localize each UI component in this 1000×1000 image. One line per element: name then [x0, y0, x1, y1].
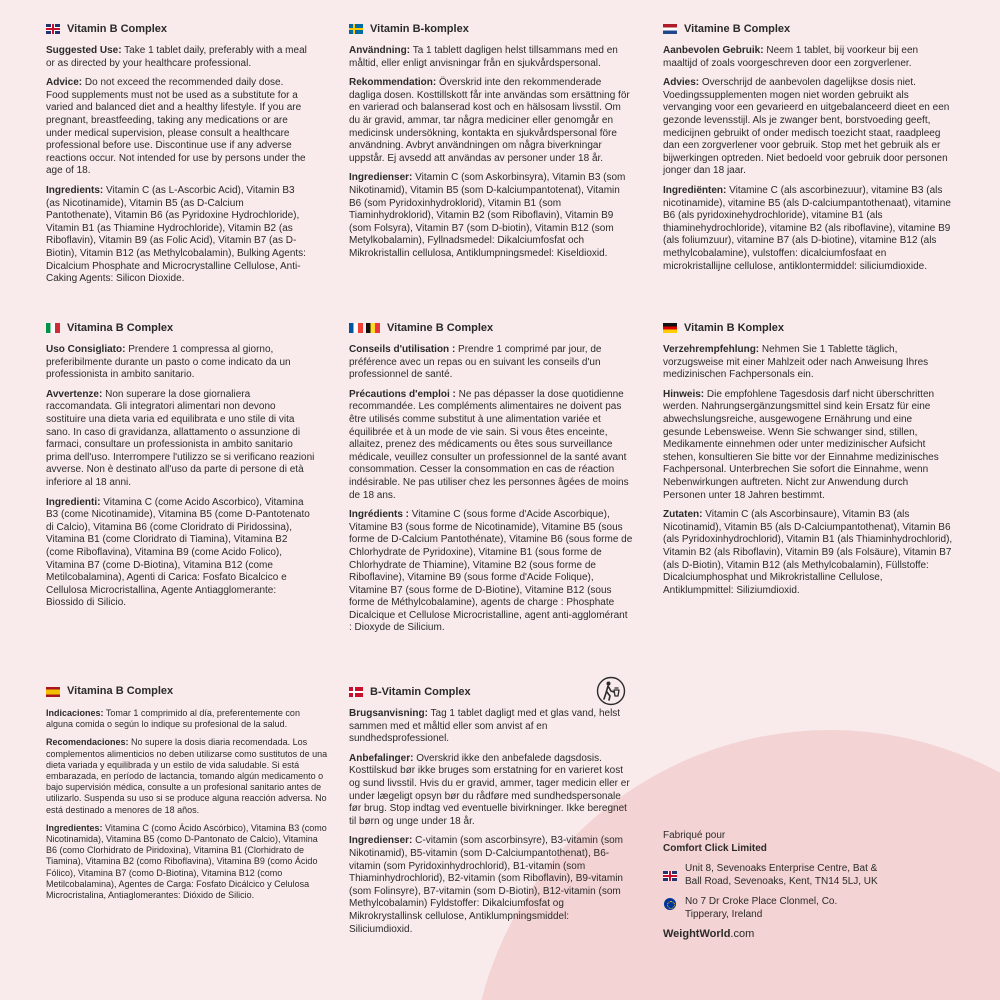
uk-flag-icon	[46, 24, 60, 34]
section-title: B-Vitamin Complex	[370, 685, 471, 698]
advice: Rekommendation: Överskrid inte den rekommenderade dagliga dosen. Kosttillskott får inte användas som ersättning för en varierad och balanserad kost och en hälsosam livsstil. Om du är gravid, ammar, tar några mediciner eller genomgår en medicinsk undersökning, kontakta en sjukvårdspersonal före användning. Avbryt användningen om några biverkningar uppstår. Ej avsedd att användas av personer under 18 år.	[349, 77, 630, 164]
suggested-use: Verzehrempfehlung: Nehmen Sie 1 Tablette täglich, vorzugsweise mit einer Mahlzeit oder nach Anweisung Ihres medizinischen Fachpersonals ein.	[663, 344, 929, 381]
ingredients: Ingrediënten: Vitamine C (als ascorbinezuur), vitamine B3 (als nicotinamide), vitamine B5 (als D-calciumpantothenaat), vitamine B6 (als pyridoxinehydrochloride), vitamine B1 (als thiaminehydrochloride), vitamine B2 (als riboflavine), vitamine B9 (als foliumzuur), vitamine B7 (als D-biotine), vitamine B12 (als methylcobalamine), vulstoffen: dicalciumfosfaat en microkristallijne cellulose, antiklontermiddel: siliciumdioxide.	[663, 184, 951, 272]
belgium-flag-icon	[366, 323, 380, 333]
section-title: Vitamine B Complex	[684, 22, 791, 35]
france-flag-icon	[349, 323, 363, 333]
denmark-flag-icon	[349, 687, 363, 697]
section-header	[46, 321, 316, 335]
ingredients: Zutaten: Vitamin C (als Ascorbinsaure), Vitamin B3 (als Nicotinamid), Vitamin B5 (als D-Calciumpantothenat), Vitamin B6 (als Pyridoxinhydrochlorid), Vitamin B1 (als Thiaminhydrochlorid), Vitamin B2 (als Riboflavin), Vitamin B9 (als Folsäure), Vitamin B7 (als D-Biotin), Vitamin B12 (als Methylcobalamin), Füllstoffe: Dicalciumphosphat und Mikrokristalline Cellulose, Antiklumpmittel: Siliziumdioxid.	[663, 509, 953, 596]
section-header	[349, 321, 633, 335]
section-header	[663, 22, 953, 36]
ingredients: Ingredients: Vitamin C (as L-Ascorbic Acid), Vitamin B3 (as Nicotinamide), Vitamin B5 (as D-Calcium Pantothenate), Vitamin B6 (as Pyridoxine Hydrochloride), Vitamin B1 (as Thiamine Hydrochloride), Vitamin B2 (as Riboflavin), Vitamin B9 (as Folic Acid), Vitamin B7 (as D-Biotin), Vitamin B12 (as Methylcobalamin), Bulking Agents: Dicalcium Phosphate and Microcrystalline Cellulose, Anti-Caking Agents: Silicon Dioxide.	[46, 184, 306, 285]
section-de	[663, 321, 953, 604]
section-header	[349, 22, 631, 36]
suggested-use: Brugsanvisning: Tag 1 tablet dagligt med et glas vand, helst sammen med et måltid eller som anvist af en sundhedsprofessionel.	[349, 708, 621, 745]
section-nl	[663, 22, 953, 280]
section-title: Vitamin B Komplex	[684, 321, 785, 334]
company-name: Comfort Click Limited	[663, 842, 767, 854]
netherlands-flag-icon	[663, 24, 677, 34]
manufacturer-intro: Fabriqué pour	[663, 830, 726, 841]
section-header	[349, 685, 631, 699]
section-fr	[349, 321, 633, 642]
section-title: Vitamina B Complex	[67, 321, 174, 334]
advice: Advies: Overschrijd de aanbevolen dagelijkse dosis niet. Voedingssupplementen mogen niet worden gebruikt als vervanging voor een gevarieerd en uitgebalanceerd dieet en een gezonde levensstijl. Als je zwanger bent, borstvoeding geeft, medicijnen gebruikt of onder medisch toezicht staat, raadpleeg dan een zorgverlener voor gebruik. Stop met het gebruik als er bijwerkingen optreden. Niet bedoeld voor gebruik door personen jonger dan 18 jaar.	[663, 77, 950, 177]
ingredients: Ingredientes: Vitamina C (como Ácido Ascórbico), Vitamina B3 (como Nicotinamida), Vitamina B5 (como D-Pantonato de Calcio), Vitamina B6 (como Clorhidrato de Piridoxina), Vitamina B1 (Clorhidrato de Tiamina), Vitamina B2 (como Riboflavina), Vitamina B9 (como Ácido Fólico), Vitamina B7 (como D-Biotina), Vitamina B12 (como Metilcobalamina), Agentes de Carga: Fosfato Dicálcico y Celulosa Microcristalina, Antiaglomerantes: Dióxido de Silicio.	[46, 822, 327, 901]
ingredients: Ingredienser: Vitamin C (som Askorbinsyra), Vitamin B3 (som Nikotinamid), Vitamin B5 (som D-kalciumpantotenat), Vitamin B6 (som Pyridoxinhydroklorid), Vitamin B1 (som Tiaminhydroklorid), Vitamin B2 (som Riboflavin), Vitamin B9 (som Folsyra), Vitamin B7 (som D-biotin), Vitamin B12 (som Metylkobalamin), Fyllnadsmedel: Dikalciumfosfat och Mikrokristallin cellulosa, Antiklumpningsmedel: Kiseldioxid.	[349, 172, 626, 259]
brand-link[interactable]: WeightWorld.com	[663, 928, 755, 940]
germany-flag-icon	[663, 323, 677, 333]
section-es	[46, 685, 328, 908]
uk-address-row	[663, 863, 885, 888]
ingredients: Ingredienti: Vitamina C (come Acido Ascorbico), Vitamina B3 (come Nicotinamide), Vitamina B5 (come D-Pantotenato di Calcio), Vitamina B6 (come Cloridrato di Piridossina), Vitamina B1 (come Cloridrato di Tiamina), Vitamina B2 (come Riboflavina), Vitamina B9 (come Acido Folico), Vitamina B7 (come D-Biotina), Vitamina B12 (come Metilcobalamina), Agenti di Carica: Fosfato Bicalcico e Cellulosa Microcristallina, Agente Antiagglomerante: Biossido di Silicio.	[46, 496, 310, 609]
section-en	[46, 22, 308, 293]
section-dk	[349, 685, 631, 943]
section-title: Vitamin B-komplex	[370, 22, 469, 35]
manufacturer-block	[663, 830, 885, 941]
suggested-use: Indicaciones: Tomar 1 comprimido al día, preferentemente con alguna comida o según lo indique su profesional de la salud.	[46, 708, 300, 730]
advice: Anbefalinger: Overskrid ikke den anbefalede dagsdosis. Kosttilskud bør ikke bruges som erstatning for en varieret kost og sund livsstil. Hvis du er gravid, ammer, tager medicin eller er under lægeligt opsyn bør du rådføre med sundhedspersonale før brug. Stop indtag ved eventuelle bivirkninger. Ikke beregnet til børn og unge under 18 år.	[349, 752, 630, 827]
section-it	[46, 321, 316, 617]
sweden-flag-icon	[349, 24, 363, 34]
italy-flag-icon	[46, 323, 60, 333]
ingredients: Ingrédients : Vitamine C (sous forme d'Acide Ascorbique), Vitamine B3 (sous forme de Nicotinamide), Vitamine B5 (sous forme de D-Calcium Pantothénate), Vitamine B6 (sous forme de Chlorhydrate de Pyridoxine), Vitamine B1 (sous forme de Chlorhydrate de Thiamine), Vitamine B2 (sous forme de Riboflavine), Vitamine B9 (sous forme d'Acide Folique), Vitamine B7 (sous forme de D-Biotine), Vitamine B12 (sous forme de Méthylcobalamine), agents de charge : Phosphate Dicalcique et Cellulose Microcristalline, agent anti-agglomérant : Dioxyde de Silicium.	[349, 509, 633, 634]
section-title: Vitamina B Complex	[67, 685, 174, 698]
suggested-use: Aanbevolen Gebruik: Neem 1 tablet, bij voorkeur bij een maaltijd of zoals voorgeschreven door een zorgverlener.	[663, 45, 919, 69]
section-se	[349, 22, 631, 268]
suggested-use: Uso Consigliato: Prendere 1 compressa al giorno, preferibilmente durante un pasto o come indicato da un professionista in ambito sanitario.	[46, 344, 291, 381]
suggested-use: Användning: Ta 1 tablett dagligen helst tillsammans med en måltid, eller enligt anvisningar från en sjukvårdspersonal.	[349, 45, 618, 69]
advice: Précautions d'emploi : Ne pas dépasser la dose quotidienne recommandée. Les compléments alimentaires ne doivent pas être utilisés comme substitut à une alimentation variée et équilibrée et à un mode de vie sain. Si vous êtes enceinte, allaitez, prenez des médicaments ou êtes sous surveillance médicale, veuillez consulter un professionnel de la santé avant consommation. Cesser la consommation en cas de réaction indésirable. Ne pas utiliser chez les personnes âgées de moins de 18 ans.	[349, 388, 629, 501]
suggested-use: Suggested Use: Take 1 tablet daily, preferably with a meal or as directed by your healthcare professional.	[46, 45, 307, 69]
tidyman-recycle-icon	[596, 676, 626, 706]
section-header	[663, 321, 953, 335]
section-title: Vitamin B Complex	[67, 22, 168, 35]
section-title: Vitamine B Complex	[387, 321, 494, 334]
uk-flag-icon	[663, 871, 677, 881]
advice: Hinweis: Die empfohlene Tagesdosis darf nicht überschritten werden. Nahrungsergänzungsmittel sind kein Ersatz für eine abwechslungsreiche, ausgewogene Ernährung und eine gesunde Lebensweise. Wenn Sie schwanger sind, stillen, Medikamente einnehmen oder unter medizinischer Aufsicht stehen, konsultieren Sie bitte vor der Einnahme medizinisches Fachpersonal. Unterbrechen Sie sofort die Einnahme, wenn Nebenwirkungen auftreten. Nicht zur Anwendung durch Personen unter 18 Jahren bestimmt.	[663, 388, 939, 501]
advice: Advice: Do not exceed the recommended daily dose. Food supplements must not be used as a substitute for a varied and balanced diet and a healthy lifestyle. If you are pregnant, breastfeeding, taking any medications or are under medical supervision, please consult a healthcare professional before use. Discontinue use if any adverse reactions occur. Not intended for use by persons under the age of 18.	[46, 77, 306, 177]
section-header	[46, 685, 328, 699]
suggested-use: Conseils d'utilisation : Prendre 1 comprimé par jour, de préférence avec un repas ou en suivant les conseils d'un professionnel de santé.	[349, 344, 602, 381]
ie-address-row	[663, 896, 885, 921]
advice: Recomendaciones: No supere la dosis diaria recomendada. Los complementos alimenticios no deben utilizarse como sustitutos de una dieta variada y equilibrada y un estilo de vida saludable. Si está embarazada, en período de lactancia, tomando algún medicamento o bajo supervisión médica, consulte a un profesional sanitario antes de utilizarlo. Suspenda su uso si se produce alguna reacción adversa. No está destinado a menores de 18 años.	[46, 737, 328, 815]
advice: Avvertenze: Non superare la dose giornaliera raccomandata. Gli integratori alimentari non devono sostituire una dieta varia ed equilibrata e uno stile di vita sano. In caso di gravidanza, allattamento o assunzione di farmaci, consultare un professionista in ambito sanitario prima dell'uso. Interrompere l'utilizzo se si verificano reazioni avverse. Non è destinato all'uso da parte di persone di età inferiore al 18 anni.	[46, 388, 315, 488]
eu-flag-icon	[664, 898, 676, 910]
section-header	[46, 22, 308, 36]
ie-address: No 7 Dr Croke Place Clonmel, Co. Tipperary, Ireland	[685, 896, 838, 920]
ingredients: Ingredienser: C-vitamin (som ascorbinsyre), B3-vitamin (som Nikotinamid), B5-vitamin (som D-Calciumpantothenat), B6-vitamin (som Pyridoxinhydrochlorid), B1-vitamin (som Thiaminhydrochlorid), B2-vitamin (som Riboflavin), B9-vitamin (som Folinsyre), B7-vitamin (som D-Biotin), B12-vitamin (som Methylcobalamin) Fyldstoffer: Dikalciumfosfat og Mikrokrystallinsk cellulose, Antiklumpningsmiddel: Siliciumdioxid.	[349, 835, 623, 935]
uk-address: Unit 8, Sevenoaks Enterprise Centre, Bat & Ball Road, Sevenoaks, Kent, TN14 5LJ, UK	[685, 863, 878, 887]
spain-flag-icon	[46, 687, 60, 697]
